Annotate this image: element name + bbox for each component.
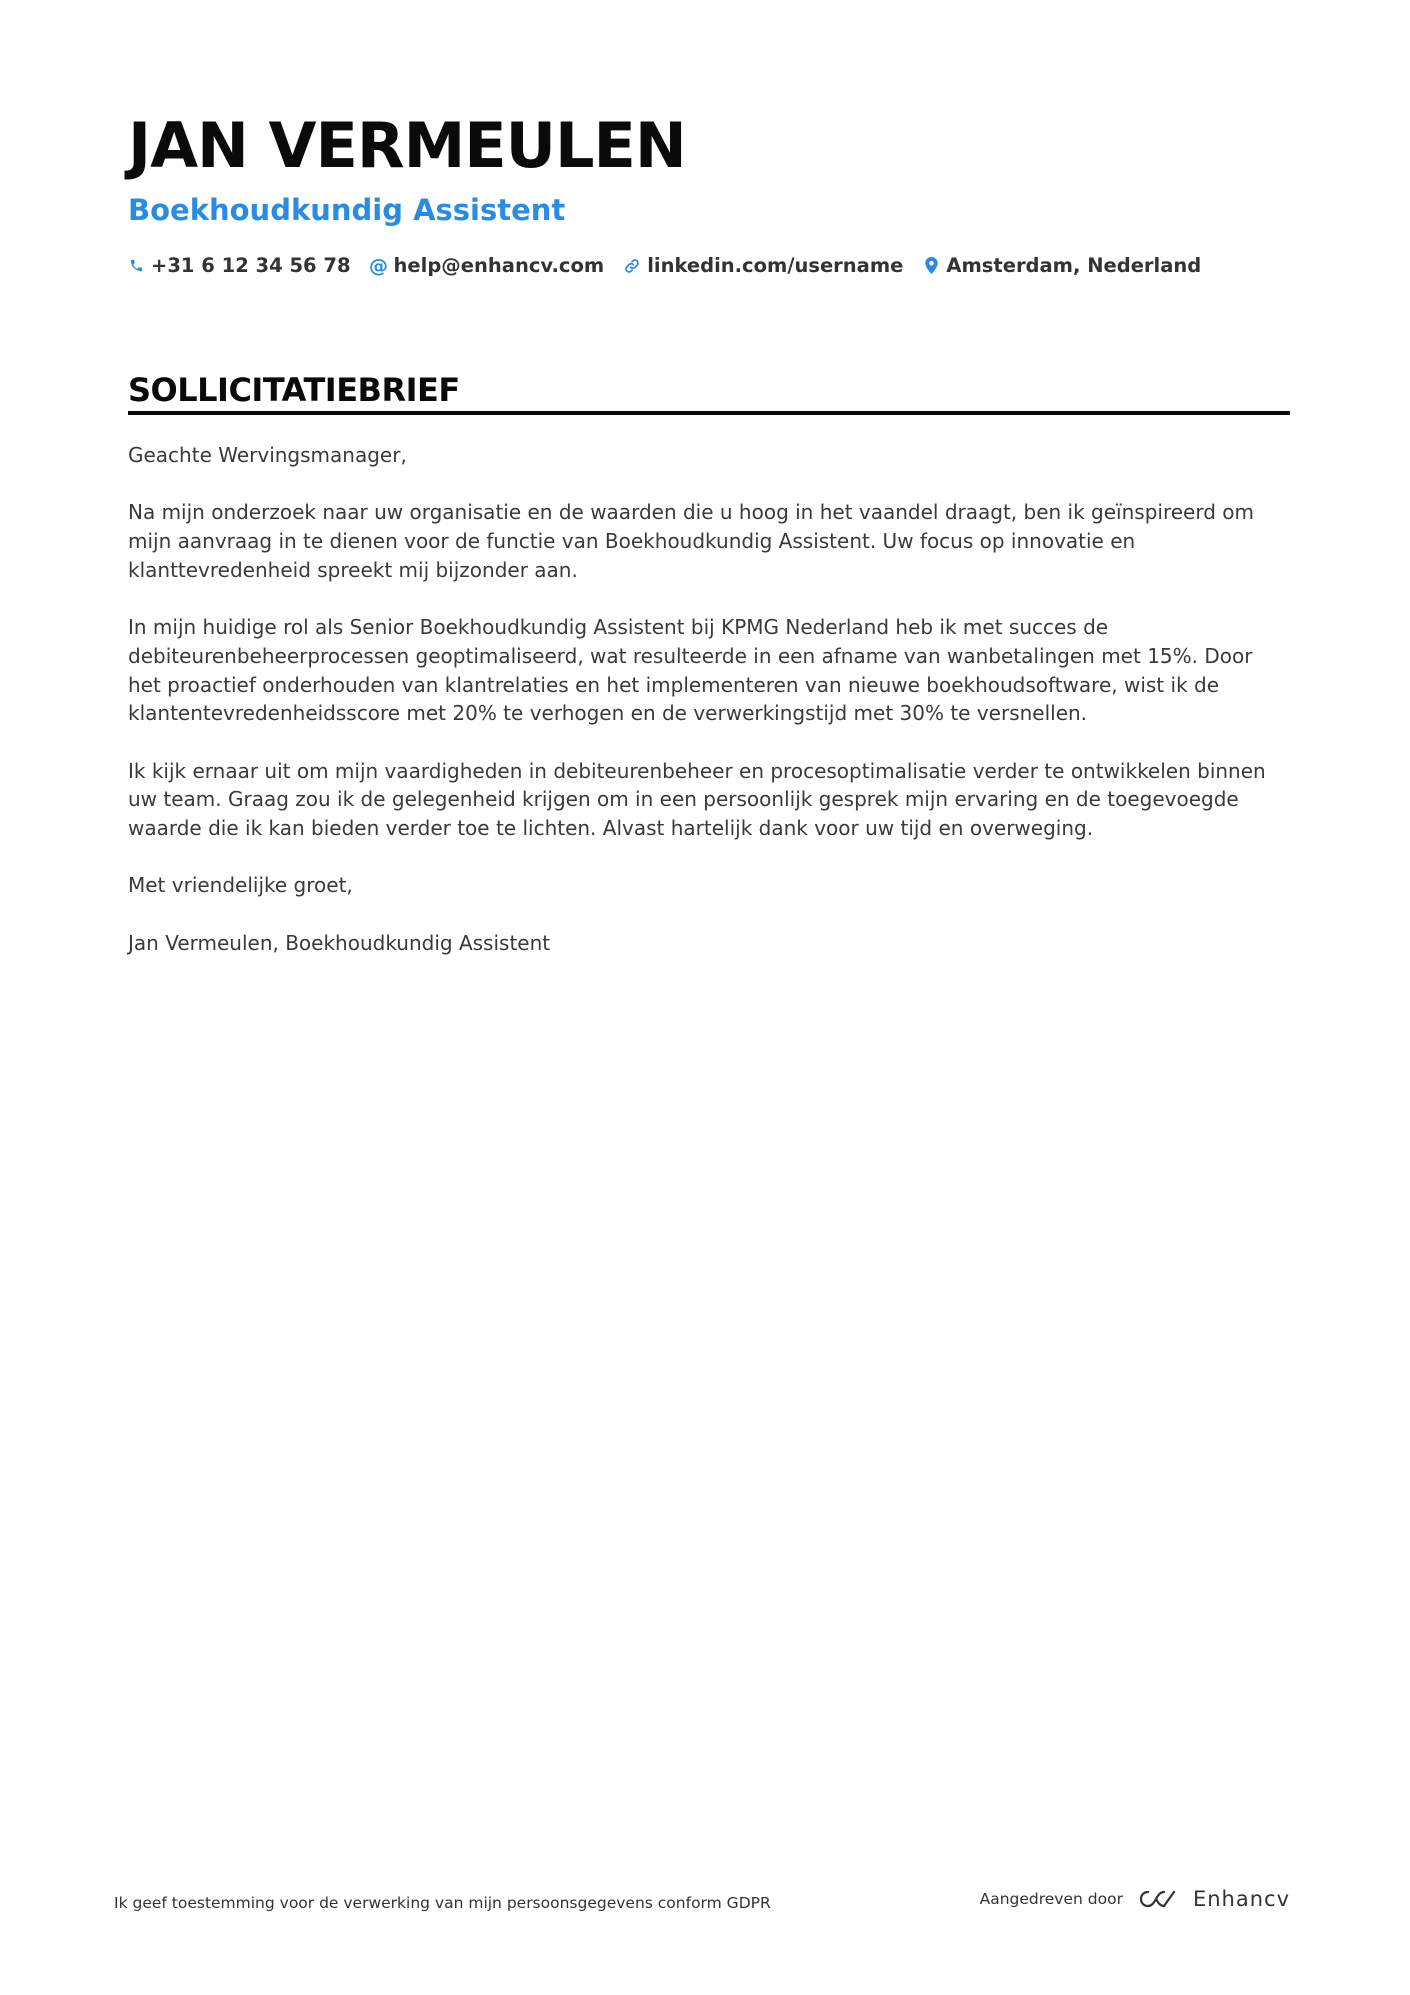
gdpr-consent: Ik geef toestemming voor de verwerking van mijn persoonsgegevens conform GDPR <box>114 1894 771 1912</box>
enhancv-logo-icon <box>1135 1886 1181 1912</box>
contact-linkedin[interactable] <box>624 254 903 277</box>
location-pin-icon <box>923 256 939 276</box>
contact-email-text: help@enhancv.com <box>393 254 605 277</box>
contact-email[interactable] <box>371 254 605 277</box>
letter-paragraph: Na mijn onderzoek naar uw organisatie en de waarden die u hoog in het vaandel draagt, ben ik geïnspireerd om mijn aanvraag in te dienen voor de functie van Boekhoudkundig Assistent. Uw focus op innovatie en klanttevredenheid spreekt mij bijzonder aan. <box>128 500 1254 582</box>
powered-by-label: Aangedreven door <box>979 1890 1123 1908</box>
section-divider <box>128 411 1290 415</box>
contact-phone[interactable] <box>128 254 351 277</box>
contact-location <box>923 254 1201 277</box>
letter-closing: Met vriendelijke groet, <box>128 873 353 898</box>
letter-body <box>128 441 1290 986</box>
contact-linkedin-text: linkedin.com/username <box>647 254 904 277</box>
letter-greeting: Geachte Wervingsmanager, <box>128 443 407 467</box>
phone-icon <box>128 256 144 276</box>
link-icon <box>624 256 640 276</box>
contact-phone-text: +31 6 12 34 56 78 <box>151 254 351 277</box>
candidate-role: Boekhoudkundig Assistent <box>128 193 566 227</box>
powered-by[interactable] <box>980 1886 1290 1912</box>
brand-name: Enhancv <box>1192 1887 1290 1911</box>
letter-paragraph: Ik kijk ernaar uit om mijn vaardigheden in debiteurenbeheer en procesoptimalisatie verder te ontwikkelen binnen uw team. Graag zou ik de gelegenheid krijgen om in een persoonlijk gesprek mijn ervaring en de toegevoegde waarde die ik kan bieden verder toe te lichten. Alvast hartelijk dank voor uw tijd en overweging. <box>128 758 1266 841</box>
section-title: SOLLICITATIEBRIEF <box>128 371 460 409</box>
at-icon: @ <box>369 254 389 277</box>
candidate-name: JAN VERMEULEN <box>128 109 686 182</box>
contact-bar <box>128 254 1201 277</box>
contact-location-text: Amsterdam, Nederland <box>946 254 1202 277</box>
letter-signature: Jan Vermeulen, Boekhoudkundig Assistent <box>128 930 551 955</box>
letter-paragraph: In mijn huidige rol als Senior Boekhoudkundig Assistent bij KPMG Nederland heb ik met succes de debiteurenbeheerprocessen geoptimaliseerd, wat resulteerde in een afname van wanbetalingen met 15%. Door het proactief onderhouden van klantrelaties en het implementeren van nieuwe boekhoudsoftware, wist ik de klantentevredenheidsscore met 20% te verhogen en de verwerkingstijd met 30% te versnellen. <box>128 615 1253 726</box>
